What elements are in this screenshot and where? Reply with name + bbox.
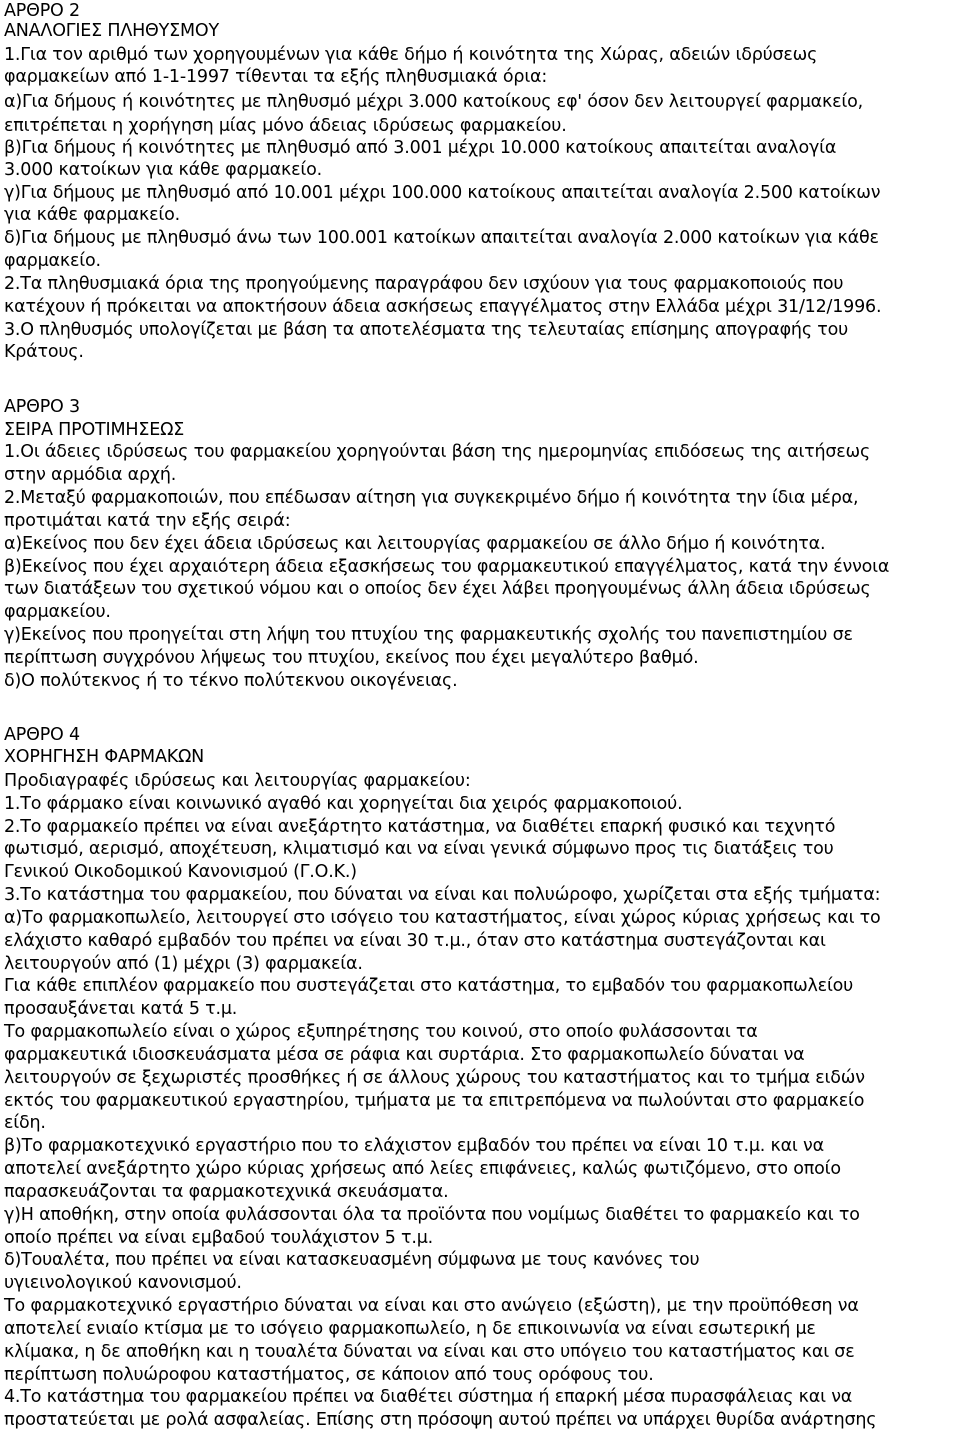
text-line: β)Το φαρμακοτεχνικό εργαστήριο που το ελάχιστον εμβαδόν του πρέπει να είναι 10 τ.μ. και να <box>4 1136 824 1156</box>
text-line: 3.000 κατοίκων για κάθε φαρμακείο. <box>4 160 322 180</box>
text-line: φαρμακείων από 1-1-1997 τίθενται τα εξής πληθυσμιακά όρια: <box>4 67 548 87</box>
text-line: Γενικού Οικοδομικού Κανονισμού (Γ.Ο.Κ.) <box>4 862 357 882</box>
text-line: 1.Οι άδειες ιδρύσεως του φαρμακείου χορηγούνται βάση της ημερομηνίας επιδόσεως της αιτήσεως <box>4 442 871 462</box>
text-line: φαρμακευτικά ιδιοσκευάσματα μέσα σε ράφια και συρτάρια. Στο φαρμακοπωλείο δύναται να <box>4 1045 805 1065</box>
article-3-title: ΣΕΙΡΑ ΠΡΟΤΙΜΗΣΕΩΣ <box>4 420 185 440</box>
text-line: α)Για δήμους ή κοινότητες με πληθυσμό μέχρι 3.000 κατοίκους εφ' όσον δεν λειτουργεί φαρμακείο, <box>4 92 863 112</box>
text-line: Κράτους. <box>4 342 84 362</box>
text-line: γ)Για δήμους με πληθυσμό από 10.001 μέχρι 100.000 κατοίκους απαιτείται αναλογία 2.500 κατοίκων <box>4 183 881 203</box>
text-line: δ)Για δήμους με πληθυσμό άνω των 100.001 κατοίκων απαιτείται αναλογία 2.000 κατοίκων για κάθε <box>4 228 879 248</box>
text-line: είδη. <box>4 1113 46 1133</box>
article-2-heading: ΑΡΘΡΟ 2 <box>4 1 80 21</box>
text-line: υγιεινολογικού κανονισμού. <box>4 1273 242 1293</box>
text-line: γ)Η αποθήκη, στην οποία φυλάσσονται όλα τα προϊόντα που νομίμως διαθέτει το φαρμακείο και το <box>4 1205 860 1225</box>
text-line: β)Για δήμους ή κοινότητες με πληθυσμό από 3.001 μέχρι 10.000 κατοίκους απαιτείται αναλογία <box>4 138 837 158</box>
text-line: φωτισμό, αερισμό, αποχέτευση, κλιματισμό και να είναι γενικά σύμφωνο προς τις διατάξεις του <box>4 839 834 859</box>
text-line: περίπτωση συγχρόνου λήψεως του πτυχίου, εκείνος που έχει μεγαλύτερο βαθμό. <box>4 648 699 668</box>
text-line: 1.Για τον αριθμό των χορηγουμένων για κάθε δήμο ή κοινότητα της Χώρας, αδειών ιδρύσεως <box>4 45 818 65</box>
text-line: α)Εκείνος που δεν έχει άδεια ιδρύσεως και λειτουργίας φαρμακείου σε άλλο δήμο ή κοινότητα. <box>4 534 826 554</box>
text-line: παρασκευάζονται τα φαρμακοτεχνικά σκευάσματα. <box>4 1182 449 1202</box>
text-line: εκτός του φαρμακευτικού εργαστηρίου, τμήματα με τα επιτρεπόμενα να πωλούνται στο φαρμακείο <box>4 1091 865 1111</box>
text-line: Προδιαγραφές ιδρύσεως και λειτουργίας φαρμακείου: <box>4 771 471 791</box>
text-line: 3.Το κατάστημα του φαρμακείου, που δύναται να είναι και πολυώροφο, χωρίζεται στα εξής τμήματα: <box>4 885 881 905</box>
text-line: Για κάθε επιπλέον φαρμακείο που συστεγάζεται στο κατάστημα, το εμβαδόν του φαρμακοπωλείου <box>4 976 854 996</box>
text-line: αποτελεί ανεξάρτητο χώρο κύριας χρήσεως από λείες επιφάνειες, καλώς φωτιζόμενο, στο οποίο <box>4 1159 841 1179</box>
text-line: κλίμακα, η δε αποθήκη και η τουαλέτα δύναται να είναι και στο υπόγειο του καταστήματος και σε <box>4 1342 855 1362</box>
text-line: λειτουργούν από (1) μέχρι (3) φαρμακεία. <box>4 954 363 974</box>
text-line: επιτρέπεται η χορήγηση μίας μόνο άδειας ιδρύσεως φαρμακείου. <box>4 116 567 136</box>
text-line: Το φαρμακοτεχνικό εργαστήριο δύναται να είναι και στο ανώγειο (εξώστη), με την προϋπόθεση να <box>4 1296 859 1316</box>
text-line: αποτελεί ενιαίο κτίσμα με το ισόγειο φαρμακοπωλείο, η δε επικοινωνία να είναι εσωτερική με <box>4 1319 816 1339</box>
text-line: στην αρμόδια αρχή. <box>4 465 177 485</box>
text-line: δ)Τουαλέτα, που πρέπει να είναι κατασκευασμένη σύμφωνα με τους κανόνες του <box>4 1250 700 1270</box>
text-line: 1.Το φάρμακο είναι κοινωνικό αγαθό και χορηγείται δια χειρός φαρμακοποιού. <box>4 794 683 814</box>
article-4-heading: ΑΡΘΡΟ 4 <box>4 725 80 745</box>
text-line: γ)Εκείνος που προηγείται στη λήψη του πτυχίου της φαρμακευτικής σχολής του πανεπιστημίου σε <box>4 625 853 645</box>
text-line: προτιμάται κατά την εξής σειρά: <box>4 511 291 531</box>
text-line: β)Εκείνος που έχει αρχαιότερη άδεια εξασκήσεως του φαρμακευτικού επαγγέλματος, κατά την έννοια <box>4 557 890 577</box>
text-line: φαρμακείου. <box>4 602 111 622</box>
text-line: περίπτωση πολυώροφου καταστήματος, σε κάποιον από τους ορόφους του. <box>4 1365 654 1385</box>
text-line: για κάθε φαρμακείο. <box>4 205 180 225</box>
text-line: 4.Το κατάστημα του φαρμακείου πρέπει να διαθέτει σύστημα ή επαρκή μέσα πυρασφάλειας και να <box>4 1387 853 1407</box>
text-line: φαρμακείο. <box>4 251 101 271</box>
text-line: προσαυξάνεται κατά 5 τ.μ. <box>4 999 238 1019</box>
text-line: 3.Ο πληθυσμός υπολογίζεται με βάση τα αποτελέσματα της τελευταίας επίσημης απογραφής του <box>4 320 849 340</box>
text-line: 2.Μεταξύ φαρμακοποιών, που επέδωσαν αίτηση για συγκεκριμένο δήμο ή κοινότητα την ίδια μέρα, <box>4 488 859 508</box>
article-2-title: ΑΝΑΛΟΓΙΕΣ ΠΛΗΘΥΣΜΟΥ <box>4 21 219 41</box>
text-line: των διατάξεων του σχετικού νόμου και ο οποίος δεν έχει λάβει προηγουμένως άλλη άδεια ιδρύσεως <box>4 579 871 599</box>
text-line: λειτουργούν σε ξεχωριστές προσθήκες ή σε άλλους χώρους του καταστήματος και το τμήμα ειδών <box>4 1068 865 1088</box>
text-line: 2.Το φαρμακείο πρέπει να είναι ανεξάρτητο κατάστημα, να διαθέτει επαρκή φυσικό και τεχνητό <box>4 817 836 837</box>
text-line: Το φαρμακοπωλείο είναι ο χώρος εξυπηρέτησης του κοινού, στο οποίο φυλάσσονται τα <box>4 1022 758 1042</box>
text-line: δ)Ο πολύτεκνος ή το τέκνο πολύτεκνου οικογένειας. <box>4 671 458 691</box>
text-line: προστατεύεται με ρολά ασφαλείας. Επίσης στη πρόσοψη αυτού πρέπει να υπάρχει θυρίδα ανάρτησης <box>4 1410 877 1430</box>
text-line: οποίο πρέπει να είναι εμβαδού τουλάχιστον 5 τ.μ. <box>4 1228 434 1248</box>
text-line: 2.Τα πληθυσμιακά όρια της προηγούμενης παραγράφου δεν ισχύουν για τους φαρμακοποιούς που <box>4 274 844 294</box>
article-3-heading: ΑΡΘΡΟ 3 <box>4 397 80 417</box>
text-line: ελάχιστο καθαρό εμβαδόν του πρέπει να είναι 30 τ.μ., όταν στο κατάστημα συστεγάζονται και <box>4 931 826 951</box>
article-4-title: ΧΟΡΗΓΗΣΗ ΦΑΡΜΑΚΩΝ <box>4 747 205 767</box>
text-line: α)Το φαρμακοπωλείο, λειτουργεί στο ισόγειο του καταστήματος, είναι χώρος κύριας χρήσεως και το <box>4 908 881 928</box>
text-line: κατέχουν ή πρόκειται να αποκτήσουν άδεια ασκήσεως επαγγέλματος στην Ελλάδα μέχρι 31/12/1996. <box>4 297 882 317</box>
